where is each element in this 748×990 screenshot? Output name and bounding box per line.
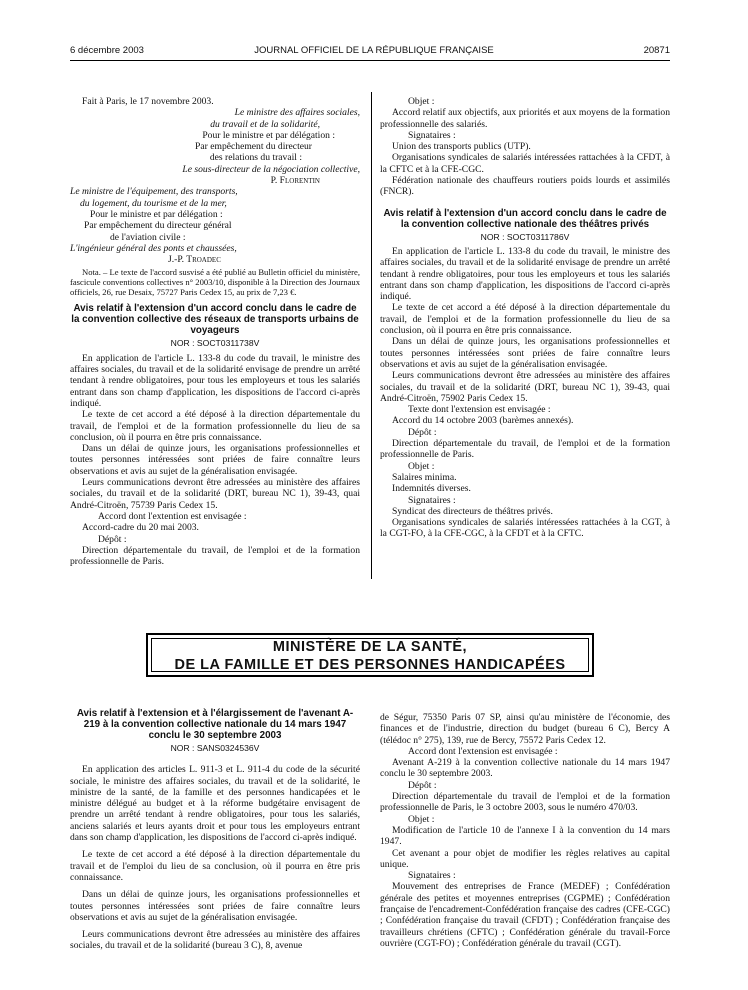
depot-value: Direction départementale du travail de l'emploi et de la formation professionnelle de Paris, le 3 octobre 2003, sous le numéro 470/03. <box>380 791 670 814</box>
depot-label: Dépôt : <box>98 533 127 545</box>
signataire: Fédération nationale des chauffeurs routiers poids lourds et assimilés (FNCR). <box>380 175 670 198</box>
sig1-sous: Le sous-directeur de la négociation collective, <box>182 163 360 175</box>
sig1-par: Par empêchement du directeur <box>195 141 312 153</box>
paragraph: Le texte de cet accord a été déposé à la direction départementale du travail, de l'emploi et de la formation professionnelle du lieu de sa conclusion, où il pourra en être pris connaissance. <box>70 409 360 443</box>
accord-label: Accord dont l'extention est envisagée : <box>98 510 247 522</box>
paragraph: Leurs communications devront être adressées au ministère des affaires sociales, du travail et de la solidarité (DRT, bureau NC 1), 39-43, quai André-Citroën, 75739 Paris Cedex 15. <box>70 477 360 511</box>
paragraph: Dans un délai de quinze jours, les organisations professionnelles et toutes personnes intéressées sont priées de faire connaître leurs observations et avis au sujet de la généralisation envisagée. <box>70 443 360 477</box>
sig2-name: J.-P. Troadec <box>168 254 221 266</box>
depot-label: Dépôt : <box>408 426 437 438</box>
ministry-heading-box <box>146 633 594 677</box>
paragraph: En application des articles L. 911-3 et L. 911-4 du code de la sécurité sociale, le ministre des affaires sociales, du travail et de la solidarité, le ministre de la santé, de la famille et des personnes handicapées et le ministre délégué au budget et à la réforme budgétaire envisagent de prendre un arrêté tendant à rendre obligatoires, pour tous les salariés, anciens salariés et leurs ayants droit et pour tous les employeurs entrant dans son champ d'application, les dispositions de l'accord ci-après indiqué. <box>70 764 360 844</box>
bottom-right-column <box>380 712 670 949</box>
sig2-pour: Pour le ministre et par délégation : <box>90 208 223 220</box>
objet-value: Accord relatif aux objectifs, aux priorités et aux moyens de la formation professionnelle des salariés. <box>380 107 670 130</box>
paragraph: Dans un délai de quinze jours, les organisations professionnelles et toutes personnes intéressées sont priées de faire connaître leurs observations et avis au sujet de la généralisation envisagée. <box>380 336 670 370</box>
sig1-name: P. Florentin <box>270 175 320 187</box>
accord-value: Avenant A-219 à la convention collective nationale du 14 mars 1947 conclu le 30 septembre 2003. <box>380 757 670 780</box>
paragraph: Le texte de cet accord a été déposé à la direction départementale du travail et de l'emploi du lieu de sa conclusion, où il pourra en être pris connaissance. <box>70 849 360 883</box>
accord-label: Accord dont l'extension est envisagée : <box>408 745 558 757</box>
signataires-label: Signataires : <box>408 129 456 141</box>
header-date: 6 décembre 2003 <box>70 45 144 56</box>
signataire: Union des transports publics (UTP). <box>392 141 531 153</box>
paragraph: Dans un délai de quinze jours, les organisations professionnelles et toutes personnes intéressées sont priées de faire connaître leurs observations et avis au sujet de la généralisation envisagée. <box>70 889 360 923</box>
signataire: Organisations syndicales de salariés intéressées rattachées à la CFDT, à la CFTC et à la CFE-CGC. <box>380 152 670 175</box>
paragraph: Leurs communications devront être adressées au ministère des affaires sociales, du travail et de la solidarité (DRT, bureau NC 1), 39-43, quai André-Citroën, 75902 Paris Cedex 15. <box>380 370 670 404</box>
avis-title-avenant: Avis relatif à l'extension et à l'élargissement de l'avenant A-219 à la convention collective nationale du 14 mars 1947 conclu le 30 septembre 2003 <box>76 708 354 741</box>
right-column <box>380 96 670 540</box>
sig1-des: des relations du travail : <box>209 152 302 164</box>
avis-title-transports: Avis relatif à l'extension d'un accord conclu dans le cadre de la convention collective des réseaux de transports urbains de voyageurs <box>71 303 359 337</box>
objet-value: Modification de l'article 10 de l'annexe I à la convention du 14 mars 1947. <box>380 824 670 848</box>
sig1-pour: Pour le ministre et par délégation : <box>202 129 335 141</box>
objet-item: Salaires minima. <box>392 471 457 483</box>
nor-transports: NOR : SOCT0311738V <box>170 338 260 349</box>
header-page-number: 20871 <box>643 45 670 56</box>
bottom-left-column <box>70 708 360 952</box>
depot-label: Dépôt : <box>408 779 437 791</box>
paragraph-continued: de Ségur, 75350 Paris 07 SP, ainsi qu'au ministère de l'économie, des finances et de l'industrie, direction du budget (bureau 6 C), Bercy A (télédoc n° 275), 139, rue de Bercy, 75572 Paris Cedex 12. <box>380 712 670 746</box>
nor-avenant: NOR : SANS0324536V <box>170 743 260 753</box>
accord-value: Accord-cadre du 20 mai 2003. <box>82 522 199 534</box>
sig1-title-a: Le ministre des affaires sociales, <box>234 107 360 119</box>
objet-label: Objet : <box>408 460 435 472</box>
depot-value: Direction départementale du travail, de l'emploi et de la formation professionnelle de Paris. <box>380 438 670 461</box>
nor-theatres: NOR : SOCT0311786V <box>480 231 570 242</box>
texte-label: Texte dont l'extension est envisagée : <box>408 404 551 416</box>
sig2-de: de l'aviation civile : <box>110 231 186 243</box>
objet-label: Objet : <box>408 813 435 825</box>
sig2-title-a: Le ministre de l'équipement, des transports, <box>70 186 238 198</box>
signataire: Syndicat des directeurs de théâtres privés. <box>392 505 553 517</box>
depot-value: Direction départementale du travail, de l'emploi et de la formation professionnelle de Paris. <box>70 544 360 568</box>
avis-title-theatres: Avis relatif à l'extension d'un accord conclu dans le cadre de la convention collective nationale des théâtres privés <box>383 207 667 230</box>
paragraph: Le texte de cet accord a été déposé à la direction départementale du travail, de l'emploi et de la formation professionnelle du lieu de sa conclusion, où il pourra en être pris connaissance. <box>380 302 670 337</box>
paragraph: Leurs communications devront être adressées au ministère des affaires sociales, du travail et de la solidarité (bureau 3 C), 8, avenue <box>70 929 360 952</box>
sig2-par: Par empêchement du directeur général <box>84 220 232 232</box>
texte-value: Accord du 14 octobre 2003 (barèmes annexés). <box>392 415 574 427</box>
signataire: Organisations syndicales de salariés intéressées rattachées à la CGT, à la CGT-FO, à la CFE-CGC, à la CFDT et à la CFTC. <box>380 517 670 540</box>
signataires-label: Signataires : <box>408 494 456 506</box>
ministry-line-2: DE LA FAMILLE ET DES PERSONNES HANDICAPÉES <box>174 657 566 673</box>
signataires-value: Mouvement des entreprises de France (MEDEF) ; Confédération générale des petites et moyennes entreprises (CGPME) ; Confédération française de l'encadrement-Confédération française des cadres (CFE-CGC) ; Confédération française du travail (CFDT) ; Confédération française des travailleurs chrétiens (CFTC) ; Confédération générale du travail-Force ouvrière (CGT-FO) ; Confédération générale du travail (CGT). <box>380 881 670 949</box>
ministry-line-1: MINISTÈRE DE LA SANTÉ, <box>272 639 468 655</box>
column-divider <box>371 92 372 579</box>
objet-item: Indemnités diverses. <box>392 483 471 495</box>
objet-note: Cet avenant a pour objet de modifier les règles relatives au capital unique. <box>380 847 670 870</box>
sig1-title-b: du travail et de la solidarité, <box>210 118 320 130</box>
objet-label: Objet : <box>408 96 435 107</box>
sig2-ing: L'ingénieur général des ponts et chaussées, <box>70 242 237 254</box>
header-journal-title: JOURNAL OFFICIEL DE LA RÉPUBLIQUE FRANÇAISE <box>254 45 494 56</box>
header-rule <box>70 60 670 61</box>
paragraph: En application de l'article L. 133-8 du code du travail, le ministre des affaires sociales, du travail et de la solidarité envisage de prendre un arrêté tendant à rendre obligatoires, pour tous les employeurs et tous les salariés entrant dans son champ d'application, les dispositions de l'accord ci-après indiqué. <box>380 245 670 303</box>
left-column <box>70 96 360 567</box>
sig2-title-b: du logement, du tourisme et de la mer, <box>80 197 227 209</box>
signataires-label: Signataires : <box>408 870 456 882</box>
paragraph: En application de l'article L. 133-8 du code du travail, le ministre des affaires sociales, du travail et de la solidarité envisage de prendre un arrêté tendant à rendre obligatoires, pour tous les employeurs et tous les salariés entrant dans son champ d'application, les dispositions de l'accord ci-après indiqué. <box>70 352 360 409</box>
fait-line: Fait à Paris, le 17 novembre 2003. <box>82 96 214 107</box>
nota: Nota. – Le texte de l'accord susvisé a été publié au Bulletin officiel du ministère, fascicule conventions collectives n° 2003/10, disponible à la Direction des Journaux officiels, 26, rue Desaix, 75727 Paris Cedex 15, au prix de 7,23 €. <box>70 267 360 298</box>
